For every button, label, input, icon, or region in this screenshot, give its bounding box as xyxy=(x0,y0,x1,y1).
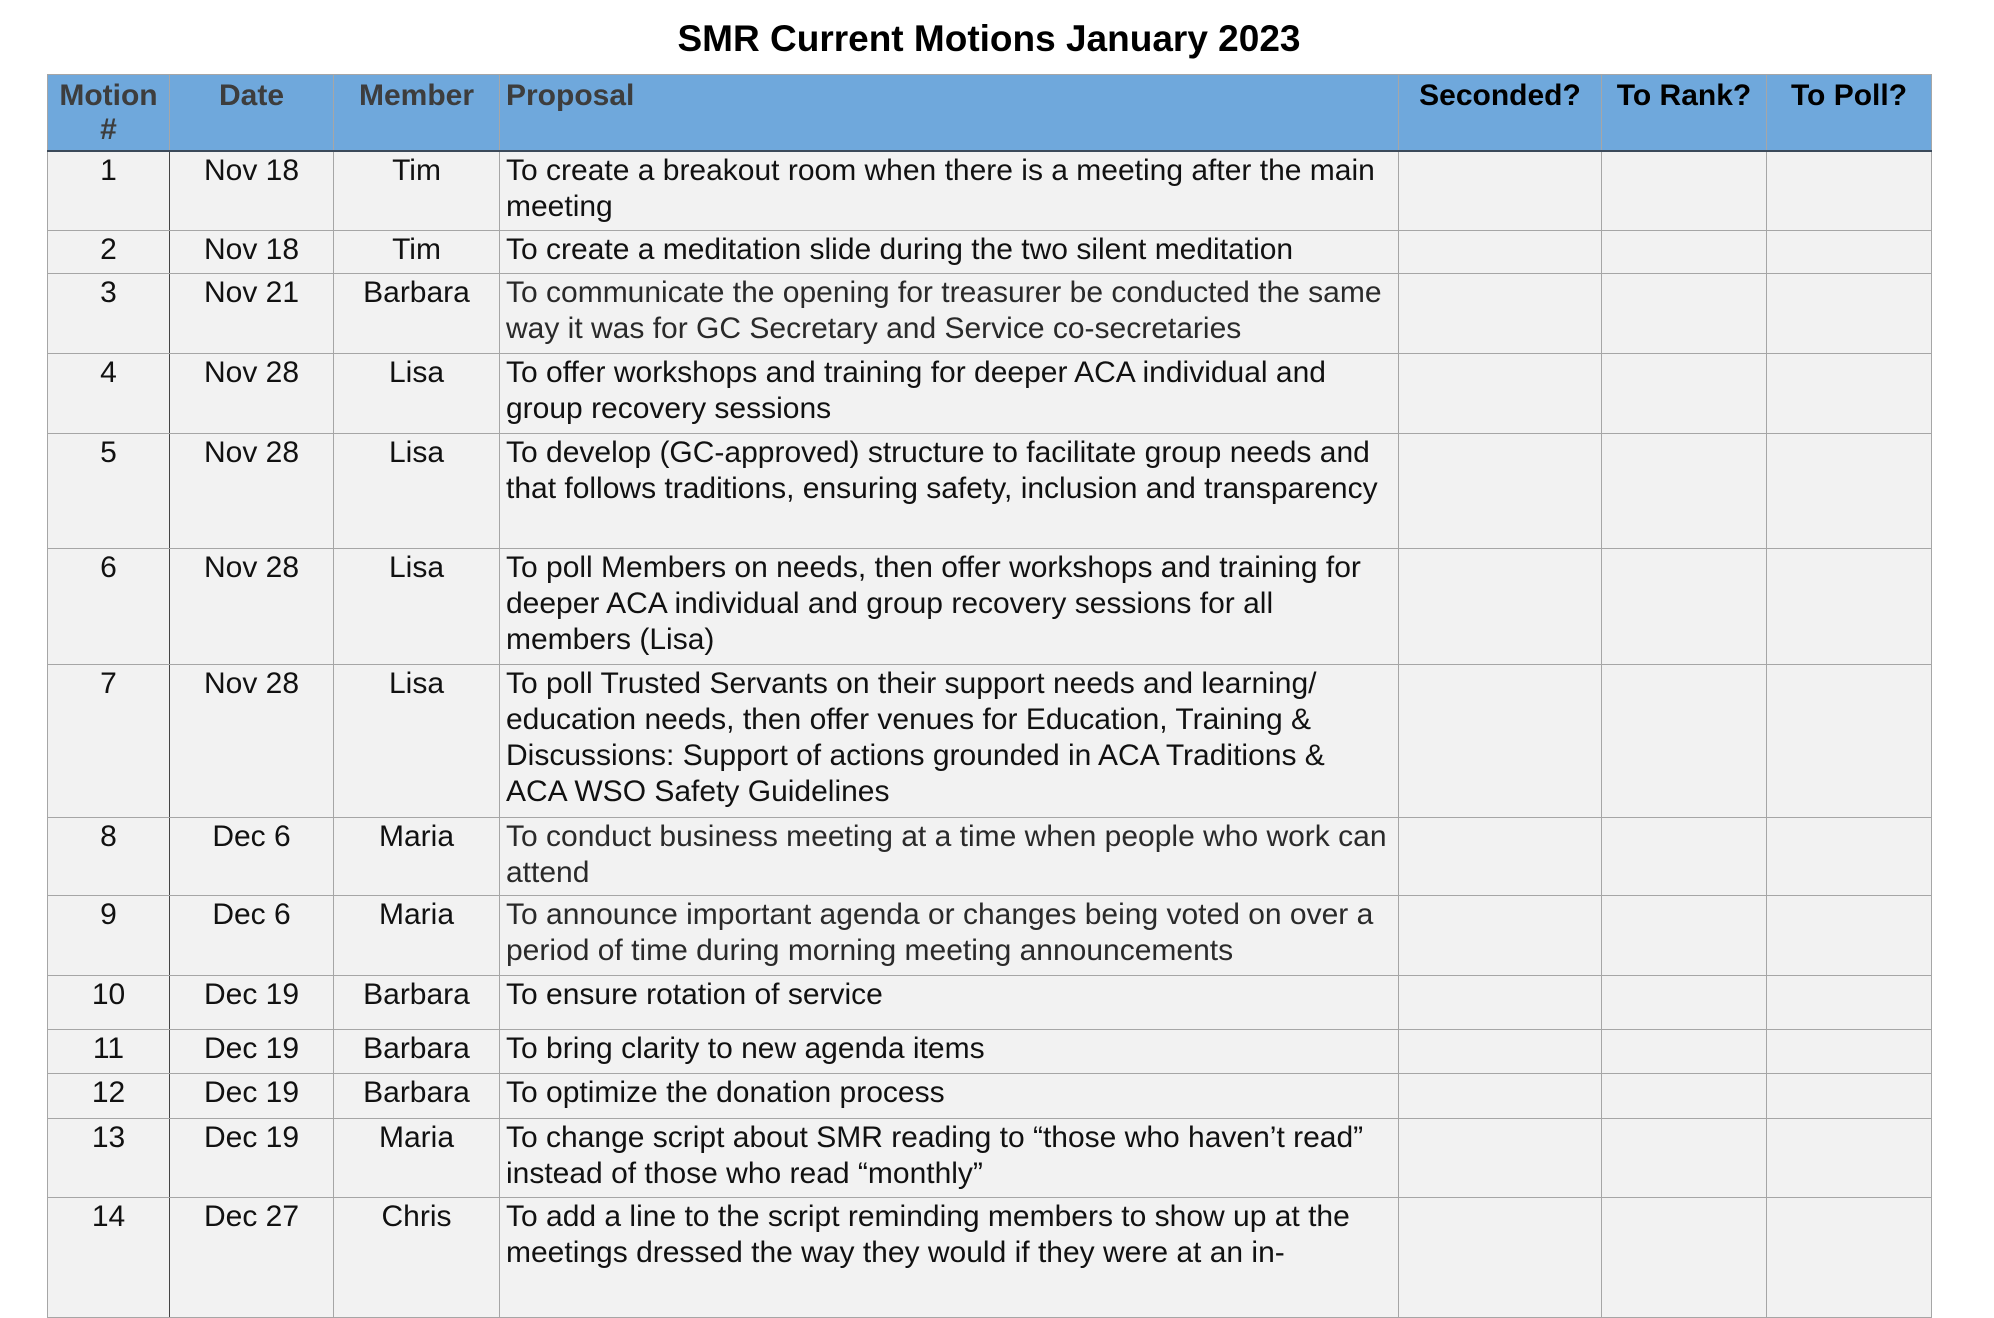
proposal-cell: To create a meditation slide during the two silent meditation xyxy=(500,231,1399,274)
table-row xyxy=(48,231,1932,274)
motion-number-cell: 13 xyxy=(48,1119,170,1198)
table-row xyxy=(48,665,1932,818)
table-row xyxy=(48,151,1932,231)
member-cell: Tim xyxy=(334,231,500,274)
to-rank-cell[interactable] xyxy=(1602,1198,1767,1318)
motion-number-cell: 4 xyxy=(48,354,170,434)
to-poll-cell[interactable] xyxy=(1767,1074,1932,1119)
to-poll-cell[interactable] xyxy=(1767,151,1932,231)
member-cell: Lisa xyxy=(334,354,500,434)
to-rank-cell[interactable] xyxy=(1602,976,1767,1030)
column-header-to-rank: To Rank? xyxy=(1602,75,1767,151)
page-title: SMR Current Motions January 2023 xyxy=(677,18,1301,59)
date-cell: Nov 28 xyxy=(170,434,334,549)
seconded-cell[interactable] xyxy=(1399,434,1602,549)
motion-number-cell: 12 xyxy=(48,1074,170,1119)
table-row xyxy=(48,1119,1932,1198)
table-row xyxy=(48,1198,1932,1318)
table-row xyxy=(48,354,1932,434)
column-header-date: Date xyxy=(170,75,334,151)
date-cell: Nov 28 xyxy=(170,665,334,818)
to-rank-cell[interactable] xyxy=(1602,434,1767,549)
proposal-cell: To bring clarity to new agenda items xyxy=(500,1030,1399,1074)
header-row xyxy=(48,75,1932,151)
member-cell: Barbara xyxy=(334,976,500,1030)
to-rank-cell[interactable] xyxy=(1602,549,1767,665)
seconded-cell[interactable] xyxy=(1399,549,1602,665)
date-cell: Dec 6 xyxy=(170,896,334,976)
motion-number-cell: 14 xyxy=(48,1198,170,1318)
date-cell: Nov 18 xyxy=(170,231,334,274)
to-rank-cell[interactable] xyxy=(1602,151,1767,231)
member-cell: Barbara xyxy=(334,1074,500,1119)
date-cell: Dec 6 xyxy=(170,818,334,896)
to-poll-cell[interactable] xyxy=(1767,665,1932,818)
seconded-cell[interactable] xyxy=(1399,151,1602,231)
proposal-cell: To add a line to the script reminding members to show up at the meetings dressed the way they would if they were at an in- xyxy=(500,1198,1399,1318)
proposal-cell: To optimize the donation process xyxy=(500,1074,1399,1119)
motion-number-cell: 9 xyxy=(48,896,170,976)
seconded-cell[interactable] xyxy=(1399,1119,1602,1198)
to-poll-cell[interactable] xyxy=(1767,1030,1932,1074)
motion-number-cell: 1 xyxy=(48,151,170,231)
proposal-cell: To poll Trusted Servants on their support needs and learning/ education needs, then offer venues for Education, Training & Discussions: Support of actions grounded in ACA Traditions & ACA WSO Safety Guidelines xyxy=(500,665,1399,818)
to-rank-cell[interactable] xyxy=(1602,665,1767,818)
date-cell: Nov 28 xyxy=(170,354,334,434)
table-row xyxy=(48,818,1932,896)
proposal-cell: To conduct business meeting at a time when people who work can attend xyxy=(500,818,1399,896)
proposal-cell: To change script about SMR reading to “those who haven’t read” instead of those who read “monthly” xyxy=(500,1119,1399,1198)
date-cell: Dec 19 xyxy=(170,1030,334,1074)
table-row xyxy=(48,1074,1932,1119)
column-header-motion: Motion # xyxy=(48,75,170,151)
to-poll-cell[interactable] xyxy=(1767,354,1932,434)
to-rank-cell[interactable] xyxy=(1602,1030,1767,1074)
motion-number-cell: 3 xyxy=(48,274,170,354)
seconded-cell[interactable] xyxy=(1399,1198,1602,1318)
table-row xyxy=(48,896,1932,976)
member-cell: Lisa xyxy=(334,434,500,549)
proposal-cell: To communicate the opening for treasurer be conducted the same way it was for GC Secretary and Service co-secretaries xyxy=(500,274,1399,354)
to-rank-cell[interactable] xyxy=(1602,1119,1767,1198)
to-rank-cell[interactable] xyxy=(1602,896,1767,976)
date-cell: Nov 28 xyxy=(170,549,334,665)
motions-table xyxy=(47,74,1932,1318)
to-poll-cell[interactable] xyxy=(1767,549,1932,665)
to-poll-cell[interactable] xyxy=(1767,434,1932,549)
date-cell: Dec 19 xyxy=(170,1119,334,1198)
member-cell: Tim xyxy=(334,151,500,231)
motion-number-cell: 8 xyxy=(48,818,170,896)
table-row xyxy=(48,434,1932,549)
member-cell: Barbara xyxy=(334,274,500,354)
member-cell: Maria xyxy=(334,896,500,976)
to-rank-cell[interactable] xyxy=(1602,354,1767,434)
date-cell: Dec 19 xyxy=(170,976,334,1030)
proposal-cell: To create a breakout room when there is a meeting after the main meeting xyxy=(500,151,1399,231)
member-cell: Barbara xyxy=(334,1030,500,1074)
date-cell: Dec 27 xyxy=(170,1198,334,1318)
to-poll-cell[interactable] xyxy=(1767,1198,1932,1318)
seconded-cell[interactable] xyxy=(1399,818,1602,896)
column-header-proposal: Proposal xyxy=(500,75,1399,151)
to-poll-cell[interactable] xyxy=(1767,274,1932,354)
motion-number-cell: 6 xyxy=(48,549,170,665)
member-cell: Lisa xyxy=(334,665,500,818)
member-cell: Maria xyxy=(334,1119,500,1198)
member-cell: Maria xyxy=(334,818,500,896)
member-cell: Lisa xyxy=(334,549,500,665)
column-header-seconded: Seconded? xyxy=(1399,75,1602,151)
to-poll-cell[interactable] xyxy=(1767,1119,1932,1198)
motion-number-cell: 11 xyxy=(48,1030,170,1074)
column-header-to-poll: To Poll? xyxy=(1767,75,1932,151)
date-cell: Nov 18 xyxy=(170,151,334,231)
proposal-cell: To poll Members on needs, then offer workshops and training for deeper ACA individual and group recovery sessions for all members (Lisa) xyxy=(500,549,1399,665)
to-poll-cell[interactable] xyxy=(1767,976,1932,1030)
to-poll-cell[interactable] xyxy=(1767,231,1932,274)
seconded-cell[interactable] xyxy=(1399,896,1602,976)
motion-number-cell: 7 xyxy=(48,665,170,818)
motion-number-cell: 2 xyxy=(48,231,170,274)
table-row xyxy=(48,549,1932,665)
seconded-cell[interactable] xyxy=(1399,665,1602,818)
date-cell: Nov 21 xyxy=(170,274,334,354)
seconded-cell[interactable] xyxy=(1399,1030,1602,1074)
seconded-cell[interactable] xyxy=(1399,354,1602,434)
proposal-cell: To announce important agenda or changes being voted on over a period of time during morning meeting announcements xyxy=(500,896,1399,976)
motion-number-cell: 10 xyxy=(48,976,170,1030)
to-rank-cell[interactable] xyxy=(1602,1074,1767,1119)
seconded-cell[interactable] xyxy=(1399,1074,1602,1119)
motion-number-cell: 5 xyxy=(48,434,170,549)
table-row xyxy=(48,1030,1932,1074)
table-row xyxy=(48,274,1932,354)
seconded-cell[interactable] xyxy=(1399,231,1602,274)
table-row xyxy=(48,976,1932,1030)
proposal-cell: To ensure rotation of service xyxy=(500,976,1399,1030)
to-poll-cell[interactable] xyxy=(1767,896,1932,976)
to-rank-cell[interactable] xyxy=(1602,231,1767,274)
seconded-cell[interactable] xyxy=(1399,274,1602,354)
member-cell: Chris xyxy=(334,1198,500,1318)
seconded-cell[interactable] xyxy=(1399,976,1602,1030)
proposal-cell: To develop (GC-approved) structure to facilitate group needs and that follows traditions, ensuring safety, inclusion and transparency xyxy=(500,434,1399,549)
column-header-member: Member xyxy=(334,75,500,151)
date-cell: Dec 19 xyxy=(170,1074,334,1119)
to-rank-cell[interactable] xyxy=(1602,818,1767,896)
to-poll-cell[interactable] xyxy=(1767,818,1932,896)
to-rank-cell[interactable] xyxy=(1602,274,1767,354)
proposal-cell: To offer workshops and training for deeper ACA individual and group recovery sessions xyxy=(500,354,1399,434)
